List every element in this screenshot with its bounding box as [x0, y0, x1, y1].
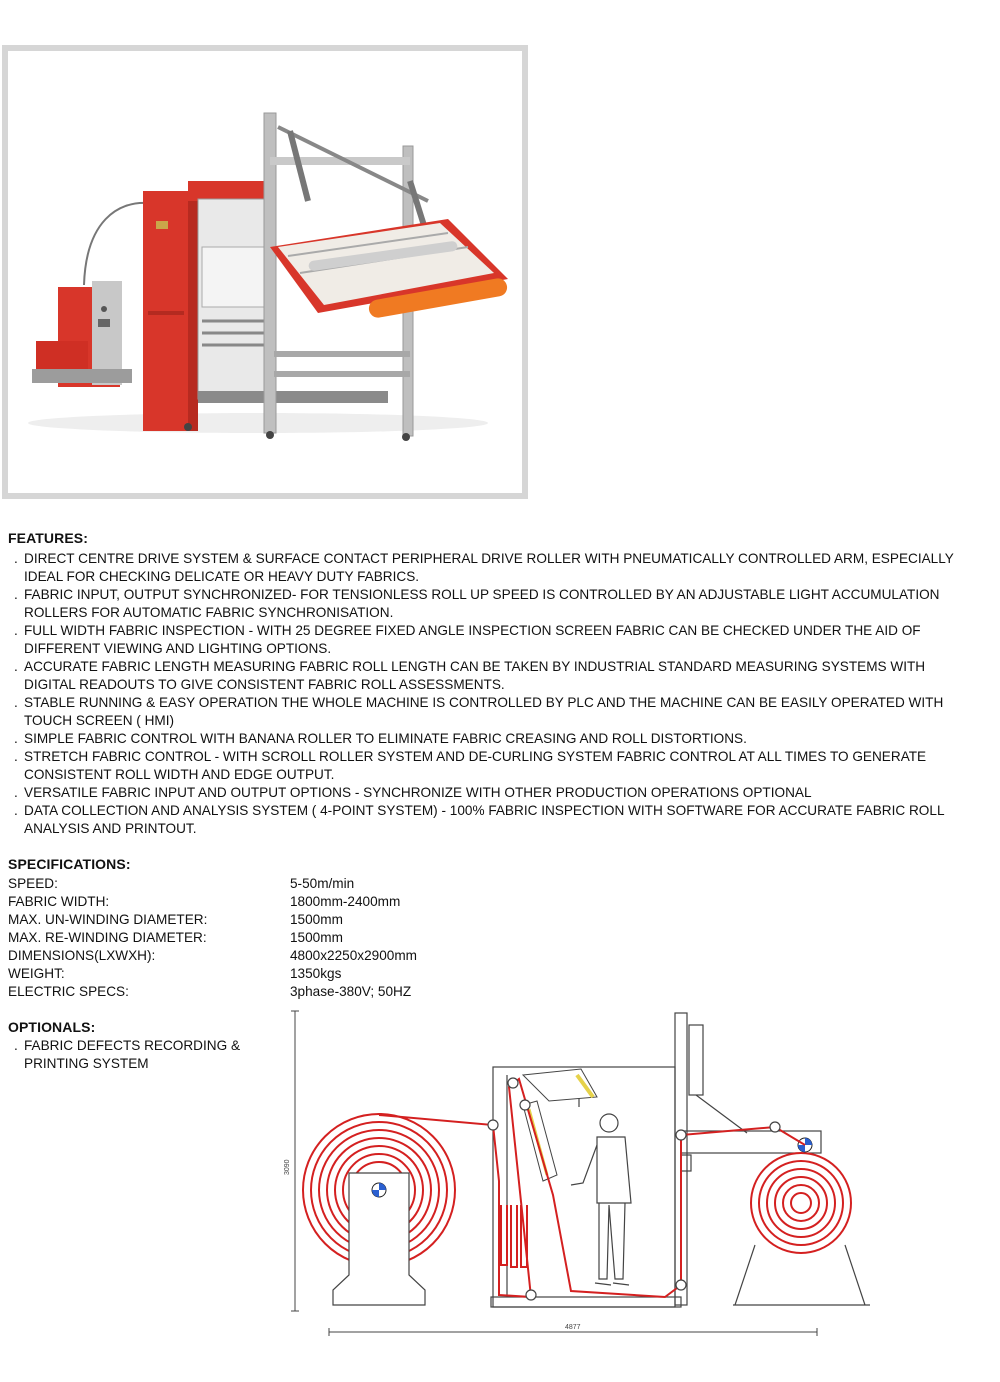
spec-label: DIMENSIONS(LXWXH):	[8, 948, 156, 963]
optional-item: . FABRIC DEFECTS RECORDING & PRINTING SYSTEM	[14, 1038, 241, 1071]
product-photo	[8, 51, 522, 493]
spec-label: MAX. RE-WINDING DIAMETER:	[8, 930, 207, 945]
spec-row	[8, 893, 417, 911]
height-dimension-label: 3090	[284, 1159, 291, 1175]
spec-value: 5-50m/min	[290, 876, 355, 891]
specifications-table	[8, 875, 417, 1001]
spec-label: SPEED:	[8, 876, 58, 891]
spec-value: 3phase-380V; 50HZ	[290, 984, 412, 999]
length-dimension-label: 4877	[565, 1324, 581, 1331]
feature-item: . STABLE RUNNING & EASY OPERATION THE WHOLE MACHINE IS CONTROLLED BY PLC AND THE MACHINE CAN BE EASILY OPERATED WITH TOUCH SCREEN ( HMI)	[14, 695, 944, 728]
spec-label: FABRIC WIDTH:	[8, 894, 110, 909]
spec-row	[8, 875, 417, 893]
spec-value: 1500mm	[290, 930, 343, 945]
spec-row	[8, 947, 417, 965]
spec-value: 4800x2250x2900mm	[290, 948, 417, 963]
length-dimension	[329, 1324, 817, 1336]
inspection-table	[270, 219, 508, 319]
optionals-title: OPTIONALS:	[8, 1019, 96, 1035]
spec-row	[8, 911, 417, 929]
spec-label: MAX. UN-WINDING DIAMETER:	[8, 912, 208, 927]
feature-item: . STRETCH FABRIC CONTROL - WITH SCROLL ROLLER SYSTEM AND DE-CURLING SYSTEM FABRIC CONTROL AT ALL TIMES TO GENERATE CONSISTENT ROLL WIDTH AND EDGE OUTPUT.	[14, 749, 927, 782]
feature-item: . ACCURATE FABRIC LENGTH MEASURING FABRIC ROLL LENGTH CAN BE TAKEN BY INDUSTRIAL STANDARD MEASURING SYSTEMS WITH DIGITAL READOUTS TO GIVE CONSISTENT FABRIC ROLL ASSESSMENTS.	[14, 659, 926, 692]
product-photo-frame	[2, 45, 528, 499]
operator-figure	[571, 1114, 631, 1285]
feature-item: . DATA COLLECTION AND ANALYSIS SYSTEM ( 4-POINT SYSTEM) - 100% FABRIC INSPECTION WITH SOFTWARE FOR ACCURATE FABRIC ROLL ANALYSIS AND PRINTOUT.	[14, 803, 944, 836]
rewinding-frame	[675, 1013, 870, 1305]
rewinding-roll	[751, 1153, 851, 1253]
feature-item: . VERSATILE FABRIC INPUT AND OUTPUT OPTIONS - SYNCHRONIZE WITH OTHER PRODUCTION OPERATIONS OPTIONAL	[14, 785, 812, 800]
feature-item: . SIMPLE FABRIC CONTROL WITH BANANA ROLLER TO ELIMINATE FABRIC CREASING AND ROLL DISTORTIONS.	[14, 731, 747, 746]
feature-item: . FABRIC INPUT, OUTPUT SYNCHRONIZED- FOR TENSIONLESS ROLL UP SPEED IS CONTROLLED BY AN ADJUSTABLE LIGHT ACCUMULATION ROLLERS FOR AUTOMATIC FABRIC SYNCHRONISATION.	[14, 587, 940, 620]
spec-value: 1500mm	[290, 912, 343, 927]
inspection-machine-illustration	[8, 51, 522, 493]
control-cabinet	[32, 281, 132, 387]
spec-label: WEIGHT:	[8, 966, 65, 981]
unwinding-stand	[333, 1173, 425, 1305]
specifications-title: SPECIFICATIONS:	[8, 856, 131, 872]
spec-row	[8, 965, 417, 983]
features-title: FEATURES:	[8, 530, 88, 546]
feature-item: . FULL WIDTH FABRIC INSPECTION - WITH 25 DEGREE FIXED ANGLE INSPECTION SCREEN FABRIC CAN BE CHECKED UNDER THE AID OF DIFFERENT VIEWING AND LIGHTING OPTIONS.	[14, 623, 921, 656]
inspection-screen	[523, 1069, 597, 1181]
spec-value: 1350kgs	[290, 966, 342, 981]
fabric-path	[379, 1079, 805, 1297]
spec-label: ELECTRIC SPECS:	[8, 984, 129, 999]
feature-item: . DIRECT CENTRE DRIVE SYSTEM & SURFACE CONTACT PERIPHERAL DRIVE ROLLER WITH PNEUMATICALLY CONTROLLED ARM, ESPECIALLY IDEAL FOR CHECKING DELICATE OR HEAVY DUTY FABRICS.	[14, 551, 954, 584]
spec-row	[8, 929, 417, 947]
machine-side-diagram	[285, 1005, 910, 1345]
spec-row	[8, 983, 417, 1001]
spec-value: 1800mm-2400mm	[290, 894, 401, 909]
optionals-list	[8, 1037, 268, 1073]
height-dimension	[284, 1011, 299, 1311]
features-list	[8, 550, 968, 838]
fabric-path-diagram	[285, 1005, 910, 1345]
